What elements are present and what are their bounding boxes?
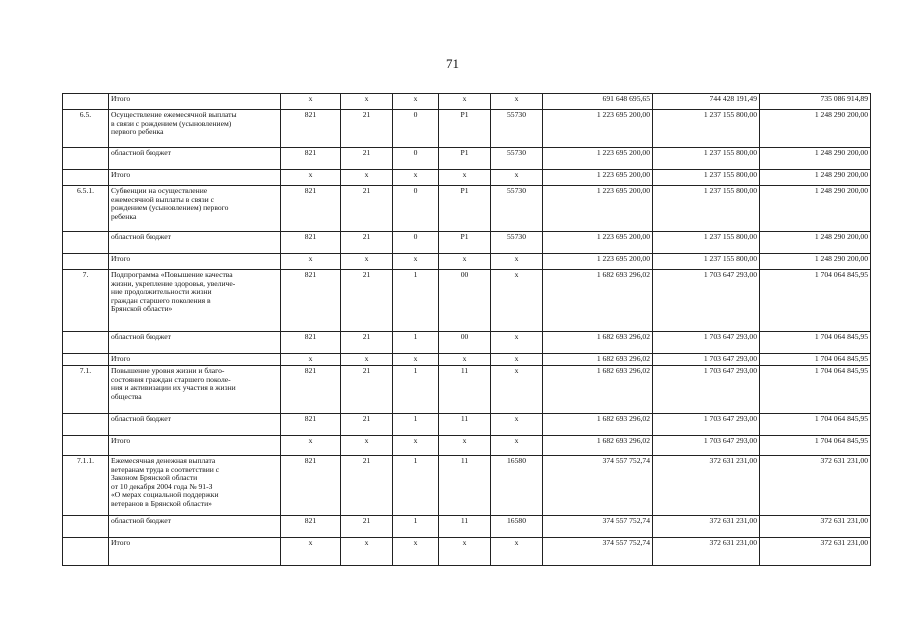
code-main-event: х — [439, 436, 491, 456]
amount-year-2: 1 703 647 293,00 — [653, 436, 760, 456]
code-program: 21 — [341, 414, 393, 436]
code-direction: х — [491, 366, 543, 414]
budget-table-body — [63, 94, 871, 566]
amount-year-2: 1 703 647 293,00 — [653, 354, 760, 366]
row-description: Итого — [109, 436, 281, 456]
amount-year-1: 691 648 695,65 — [543, 94, 653, 110]
code-main-event: Р1 — [439, 186, 491, 232]
table-row — [63, 436, 871, 456]
row-description: Итого — [109, 354, 281, 366]
table-row — [63, 110, 871, 148]
table-row — [63, 456, 871, 516]
row-description: Ежемесячная денежная выплата ветеранам труда в соответствии с Законом Брянской области от 10 декабря 2004 года № 91-З «О мерах социальной поддержки ветеранов в Брянской области» — [109, 456, 281, 516]
amount-year-3: 1 248 290 200,00 — [760, 148, 871, 170]
table-row — [63, 254, 871, 270]
code-admin: 821 — [281, 414, 341, 436]
row-number — [63, 516, 109, 538]
amount-year-2: 744 428 191,49 — [653, 94, 760, 110]
amount-year-1: 374 557 752,74 — [543, 538, 653, 566]
amount-year-3: 1 248 290 200,00 — [760, 186, 871, 232]
amount-year-1: 374 557 752,74 — [543, 516, 653, 538]
amount-year-2: 372 631 231,00 — [653, 516, 760, 538]
amount-year-1: 1 682 693 296,02 — [543, 366, 653, 414]
amount-year-1: 1 223 695 200,00 — [543, 232, 653, 254]
code-admin: 821 — [281, 456, 341, 516]
code-main-event: 11 — [439, 456, 491, 516]
row-number — [63, 170, 109, 186]
row-number — [63, 232, 109, 254]
amount-year-1: 1 682 693 296,02 — [543, 270, 653, 332]
table-row — [63, 354, 871, 366]
amount-year-2: 1 703 647 293,00 — [653, 414, 760, 436]
code-admin: х — [281, 538, 341, 566]
table-row — [63, 170, 871, 186]
amount-year-2: 372 631 231,00 — [653, 456, 760, 516]
amount-year-1: 1 682 693 296,02 — [543, 354, 653, 366]
table-row — [63, 270, 871, 332]
amount-year-1: 1 223 695 200,00 — [543, 110, 653, 148]
code-program: 21 — [341, 110, 393, 148]
code-main-event: 00 — [439, 332, 491, 354]
amount-year-3: 1 704 064 845,95 — [760, 354, 871, 366]
amount-year-3: 1 704 064 845,95 — [760, 414, 871, 436]
amount-year-3: 1 248 290 200,00 — [760, 110, 871, 148]
row-description: областной бюджет — [109, 332, 281, 354]
code-direction: х — [491, 170, 543, 186]
code-direction: х — [491, 332, 543, 354]
code-admin: 821 — [281, 110, 341, 148]
code-main-event: х — [439, 170, 491, 186]
code-program: х — [341, 170, 393, 186]
row-number — [63, 94, 109, 110]
amount-year-3: 735 086 914,89 — [760, 94, 871, 110]
code-direction: х — [491, 254, 543, 270]
amount-year-3: 372 631 231,00 — [760, 516, 871, 538]
code-program: 21 — [341, 366, 393, 414]
amount-year-1: 1 223 695 200,00 — [543, 148, 653, 170]
row-number — [63, 436, 109, 456]
code-main-event: Р1 — [439, 148, 491, 170]
table-row — [63, 232, 871, 254]
code-admin: 821 — [281, 232, 341, 254]
code-admin: х — [281, 436, 341, 456]
code-direction: 16580 — [491, 456, 543, 516]
amount-year-2: 1 237 155 800,00 — [653, 110, 760, 148]
row-number: 6.5.1. — [63, 186, 109, 232]
amount-year-1: 1 682 693 296,02 — [543, 436, 653, 456]
code-direction: х — [491, 270, 543, 332]
code-main-event: 11 — [439, 414, 491, 436]
amount-year-3: 372 631 231,00 — [760, 538, 871, 566]
code-subprogram: 1 — [393, 456, 439, 516]
code-direction: х — [491, 436, 543, 456]
table-row — [63, 94, 871, 110]
row-description: областной бюджет — [109, 414, 281, 436]
amount-year-3: 1 704 064 845,95 — [760, 270, 871, 332]
code-subprogram: 1 — [393, 270, 439, 332]
code-subprogram: х — [393, 94, 439, 110]
code-direction: 55730 — [491, 186, 543, 232]
code-program: х — [341, 94, 393, 110]
amount-year-2: 1 237 155 800,00 — [653, 186, 760, 232]
code-main-event: 11 — [439, 366, 491, 414]
amount-year-2: 1 703 647 293,00 — [653, 366, 760, 414]
code-admin: 821 — [281, 270, 341, 332]
amount-year-3: 1 704 064 845,95 — [760, 332, 871, 354]
amount-year-2: 1 703 647 293,00 — [653, 332, 760, 354]
code-main-event: х — [439, 254, 491, 270]
amount-year-3: 1 248 290 200,00 — [760, 170, 871, 186]
row-number: 7.1.1. — [63, 456, 109, 516]
code-program: 21 — [341, 232, 393, 254]
row-description: Осуществление ежемесячной выплаты в связи с рождением (усыновлением) первого ребенка — [109, 110, 281, 148]
amount-year-2: 1 703 647 293,00 — [653, 270, 760, 332]
page-number: 71 — [446, 56, 459, 71]
code-admin: 821 — [281, 186, 341, 232]
row-description: областной бюджет — [109, 232, 281, 254]
row-description: Итого — [109, 254, 281, 270]
row-description: Итого — [109, 170, 281, 186]
code-program: х — [341, 354, 393, 366]
row-number — [63, 332, 109, 354]
code-subprogram: 0 — [393, 148, 439, 170]
code-main-event: 00 — [439, 270, 491, 332]
row-description: областной бюджет — [109, 148, 281, 170]
code-direction: х — [491, 538, 543, 566]
row-number: 6.5. — [63, 110, 109, 148]
code-program: 21 — [341, 148, 393, 170]
amount-year-1: 374 557 752,74 — [543, 456, 653, 516]
code-subprogram: х — [393, 436, 439, 456]
code-direction: 55730 — [491, 232, 543, 254]
code-program: 21 — [341, 186, 393, 232]
row-number: 7.1. — [63, 366, 109, 414]
code-program: х — [341, 538, 393, 566]
row-description: Субвенции на осуществление ежемесячной выплаты в связи с рождением (усыновлением) первого ребенка — [109, 186, 281, 232]
code-subprogram: х — [393, 170, 439, 186]
code-admin: 821 — [281, 148, 341, 170]
row-description: Итого — [109, 538, 281, 566]
code-direction: 16580 — [491, 516, 543, 538]
code-admin: 821 — [281, 516, 341, 538]
code-main-event: 11 — [439, 516, 491, 538]
code-program: х — [341, 254, 393, 270]
row-description: Подпрограмма «Повышение качества жизни, укрепление здоровья, увеличе- ние продолжительности жизни граждан старшего поколения в Брянской области» — [109, 270, 281, 332]
code-main-event: Р1 — [439, 232, 491, 254]
code-main-event: х — [439, 538, 491, 566]
code-direction: х — [491, 414, 543, 436]
code-main-event: х — [439, 354, 491, 366]
code-subprogram: х — [393, 538, 439, 566]
code-subprogram: 1 — [393, 332, 439, 354]
code-subprogram: х — [393, 354, 439, 366]
code-admin: х — [281, 354, 341, 366]
amount-year-1: 1 682 693 296,02 — [543, 414, 653, 436]
table-row — [63, 538, 871, 566]
table-row — [63, 148, 871, 170]
table-row — [63, 366, 871, 414]
table-row — [63, 332, 871, 354]
table-row — [63, 414, 871, 436]
code-subprogram: 1 — [393, 516, 439, 538]
budget-table — [62, 93, 871, 566]
code-admin: х — [281, 94, 341, 110]
row-description: Итого — [109, 94, 281, 110]
code-admin: 821 — [281, 332, 341, 354]
code-admin: х — [281, 170, 341, 186]
code-admin: х — [281, 254, 341, 270]
code-main-event: Р1 — [439, 110, 491, 148]
row-number — [63, 538, 109, 566]
row-number — [63, 254, 109, 270]
amount-year-3: 1 704 064 845,95 — [760, 436, 871, 456]
code-direction: 55730 — [491, 110, 543, 148]
code-subprogram: 1 — [393, 414, 439, 436]
table-row — [63, 186, 871, 232]
amount-year-3: 372 631 231,00 — [760, 456, 871, 516]
code-direction: х — [491, 354, 543, 366]
amount-year-3: 1 248 290 200,00 — [760, 232, 871, 254]
code-subprogram: х — [393, 254, 439, 270]
code-direction: 55730 — [491, 148, 543, 170]
row-number — [63, 354, 109, 366]
amount-year-2: 1 237 155 800,00 — [653, 170, 760, 186]
row-description: Повышение уровня жизни и благо- состояния граждан старшего поколе- ния и активизации их участия в жизни общества — [109, 366, 281, 414]
code-subprogram: 1 — [393, 366, 439, 414]
amount-year-1: 1 682 693 296,02 — [543, 332, 653, 354]
code-program: 21 — [341, 516, 393, 538]
row-number — [63, 414, 109, 436]
table-row — [63, 516, 871, 538]
amount-year-3: 1 704 064 845,95 — [760, 366, 871, 414]
code-subprogram: 0 — [393, 110, 439, 148]
code-program: 21 — [341, 270, 393, 332]
code-program: 21 — [341, 332, 393, 354]
amount-year-1: 1 223 695 200,00 — [543, 170, 653, 186]
row-number: 7. — [63, 270, 109, 332]
code-subprogram: 0 — [393, 232, 439, 254]
code-program: х — [341, 436, 393, 456]
code-subprogram: 0 — [393, 186, 439, 232]
code-program: 21 — [341, 456, 393, 516]
amount-year-2: 1 237 155 800,00 — [653, 148, 760, 170]
amount-year-2: 372 631 231,00 — [653, 538, 760, 566]
code-main-event: х — [439, 94, 491, 110]
row-description: областной бюджет — [109, 516, 281, 538]
amount-year-3: 1 248 290 200,00 — [760, 254, 871, 270]
code-direction: х — [491, 94, 543, 110]
row-number — [63, 148, 109, 170]
amount-year-1: 1 223 695 200,00 — [543, 186, 653, 232]
amount-year-2: 1 237 155 800,00 — [653, 232, 760, 254]
amount-year-2: 1 237 155 800,00 — [653, 254, 760, 270]
amount-year-1: 1 223 695 200,00 — [543, 254, 653, 270]
code-admin: 821 — [281, 366, 341, 414]
